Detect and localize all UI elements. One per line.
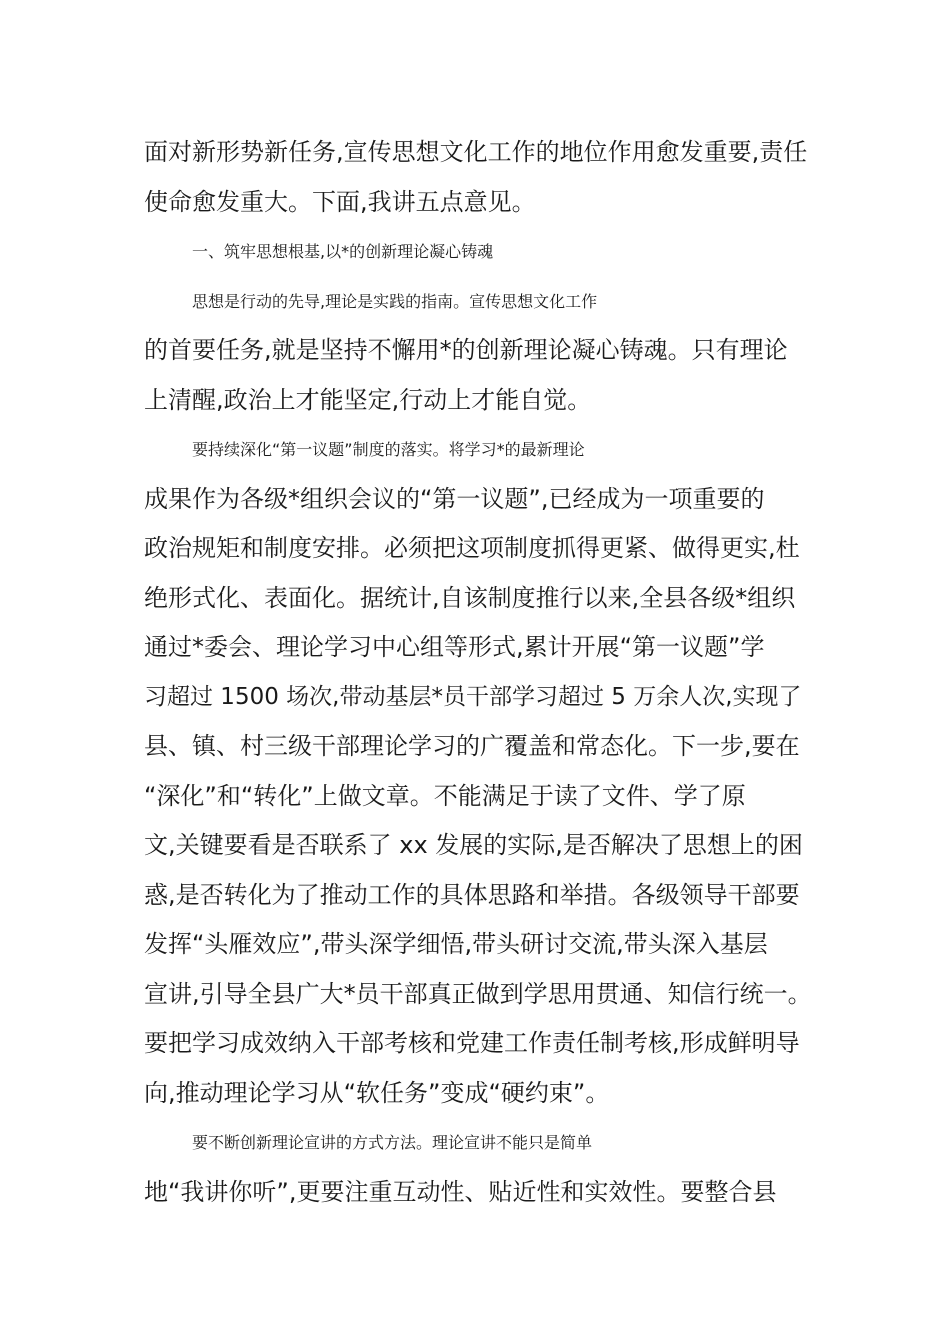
text-line: 发挥“头雁效应”,带头深学细悟,带头研讨交流,带头深入基层: [144, 930, 768, 958]
text-line: 文,关键要看是否联系了 xx 发展的实际,是否解决了思想上的困: [144, 831, 803, 859]
text-line: 使命愈发重大。下面,我讲五点意见。: [144, 187, 536, 216]
text-line: 思想是行动的先导,理论是实践的指南。宣传思想文化工作: [192, 291, 598, 311]
text-line: 绝形式化、表面化。据统计,自该制度推行以来,全县各级*组织: [144, 583, 796, 612]
text-line: 向,推动理论学习从“软任务”变成“硬约束”。: [144, 1078, 610, 1107]
text-line: 宣讲,引导全县广大*员干部真正做到学思用贯通、知信行统一。: [144, 979, 812, 1008]
text-line: 惑,是否转化为了推动工作的具体思路和举措。各级领导干部要: [144, 880, 800, 909]
text-line: 县、镇、村三级干部理论学习的广覆盖和常态化。下一步,要在: [144, 732, 800, 760]
text-line: 面对新形势新任务,宣传思想文化工作的地位作用愈发重要,责任: [144, 138, 808, 166]
text-line: 成果作为各级*组织会议的“第一议题”,已经成为一项重要的: [144, 484, 765, 513]
text-line: 上清醒,政治上才能坚定,行动上才能自觉。: [144, 385, 592, 414]
text-line: 政治规矩和制度安排。必须把这项制度抓得更紧、做得更实,杜: [144, 534, 800, 562]
text-line: 的首要任务,就是坚持不懈用*的创新理论凝心铸魂。只有理论: [144, 336, 788, 364]
text-line: 地“我讲你听”,更要注重互动性、贴近性和实效性。要整合县: [144, 1177, 777, 1206]
document-body: [144, 128, 812, 1217]
text-line: “深化”和“转化”上做文章。不能满足于读了文件、学了原: [144, 781, 746, 810]
text-line: 要不断创新理论宣讲的方式方法。理论宣讲不能只是简单: [192, 1133, 593, 1152]
text-line: 一、筑牢思想根基,以*的创新理论凝心铸魂: [192, 242, 494, 261]
text-line: 通过*委会、理论学习中心组等形式,累计开展“第一议题”学: [144, 633, 765, 661]
text-line: 习超过 1500 场次,带动基层*员干部学习超过 5 万余人次,实现了: [144, 683, 802, 710]
text-line: 要持续深化“第一议题”制度的落实。将学习*的最新理论: [192, 440, 585, 459]
text-line: 要把学习成效纳入干部考核和党建工作责任制考核,形成鲜明导: [144, 1029, 800, 1057]
